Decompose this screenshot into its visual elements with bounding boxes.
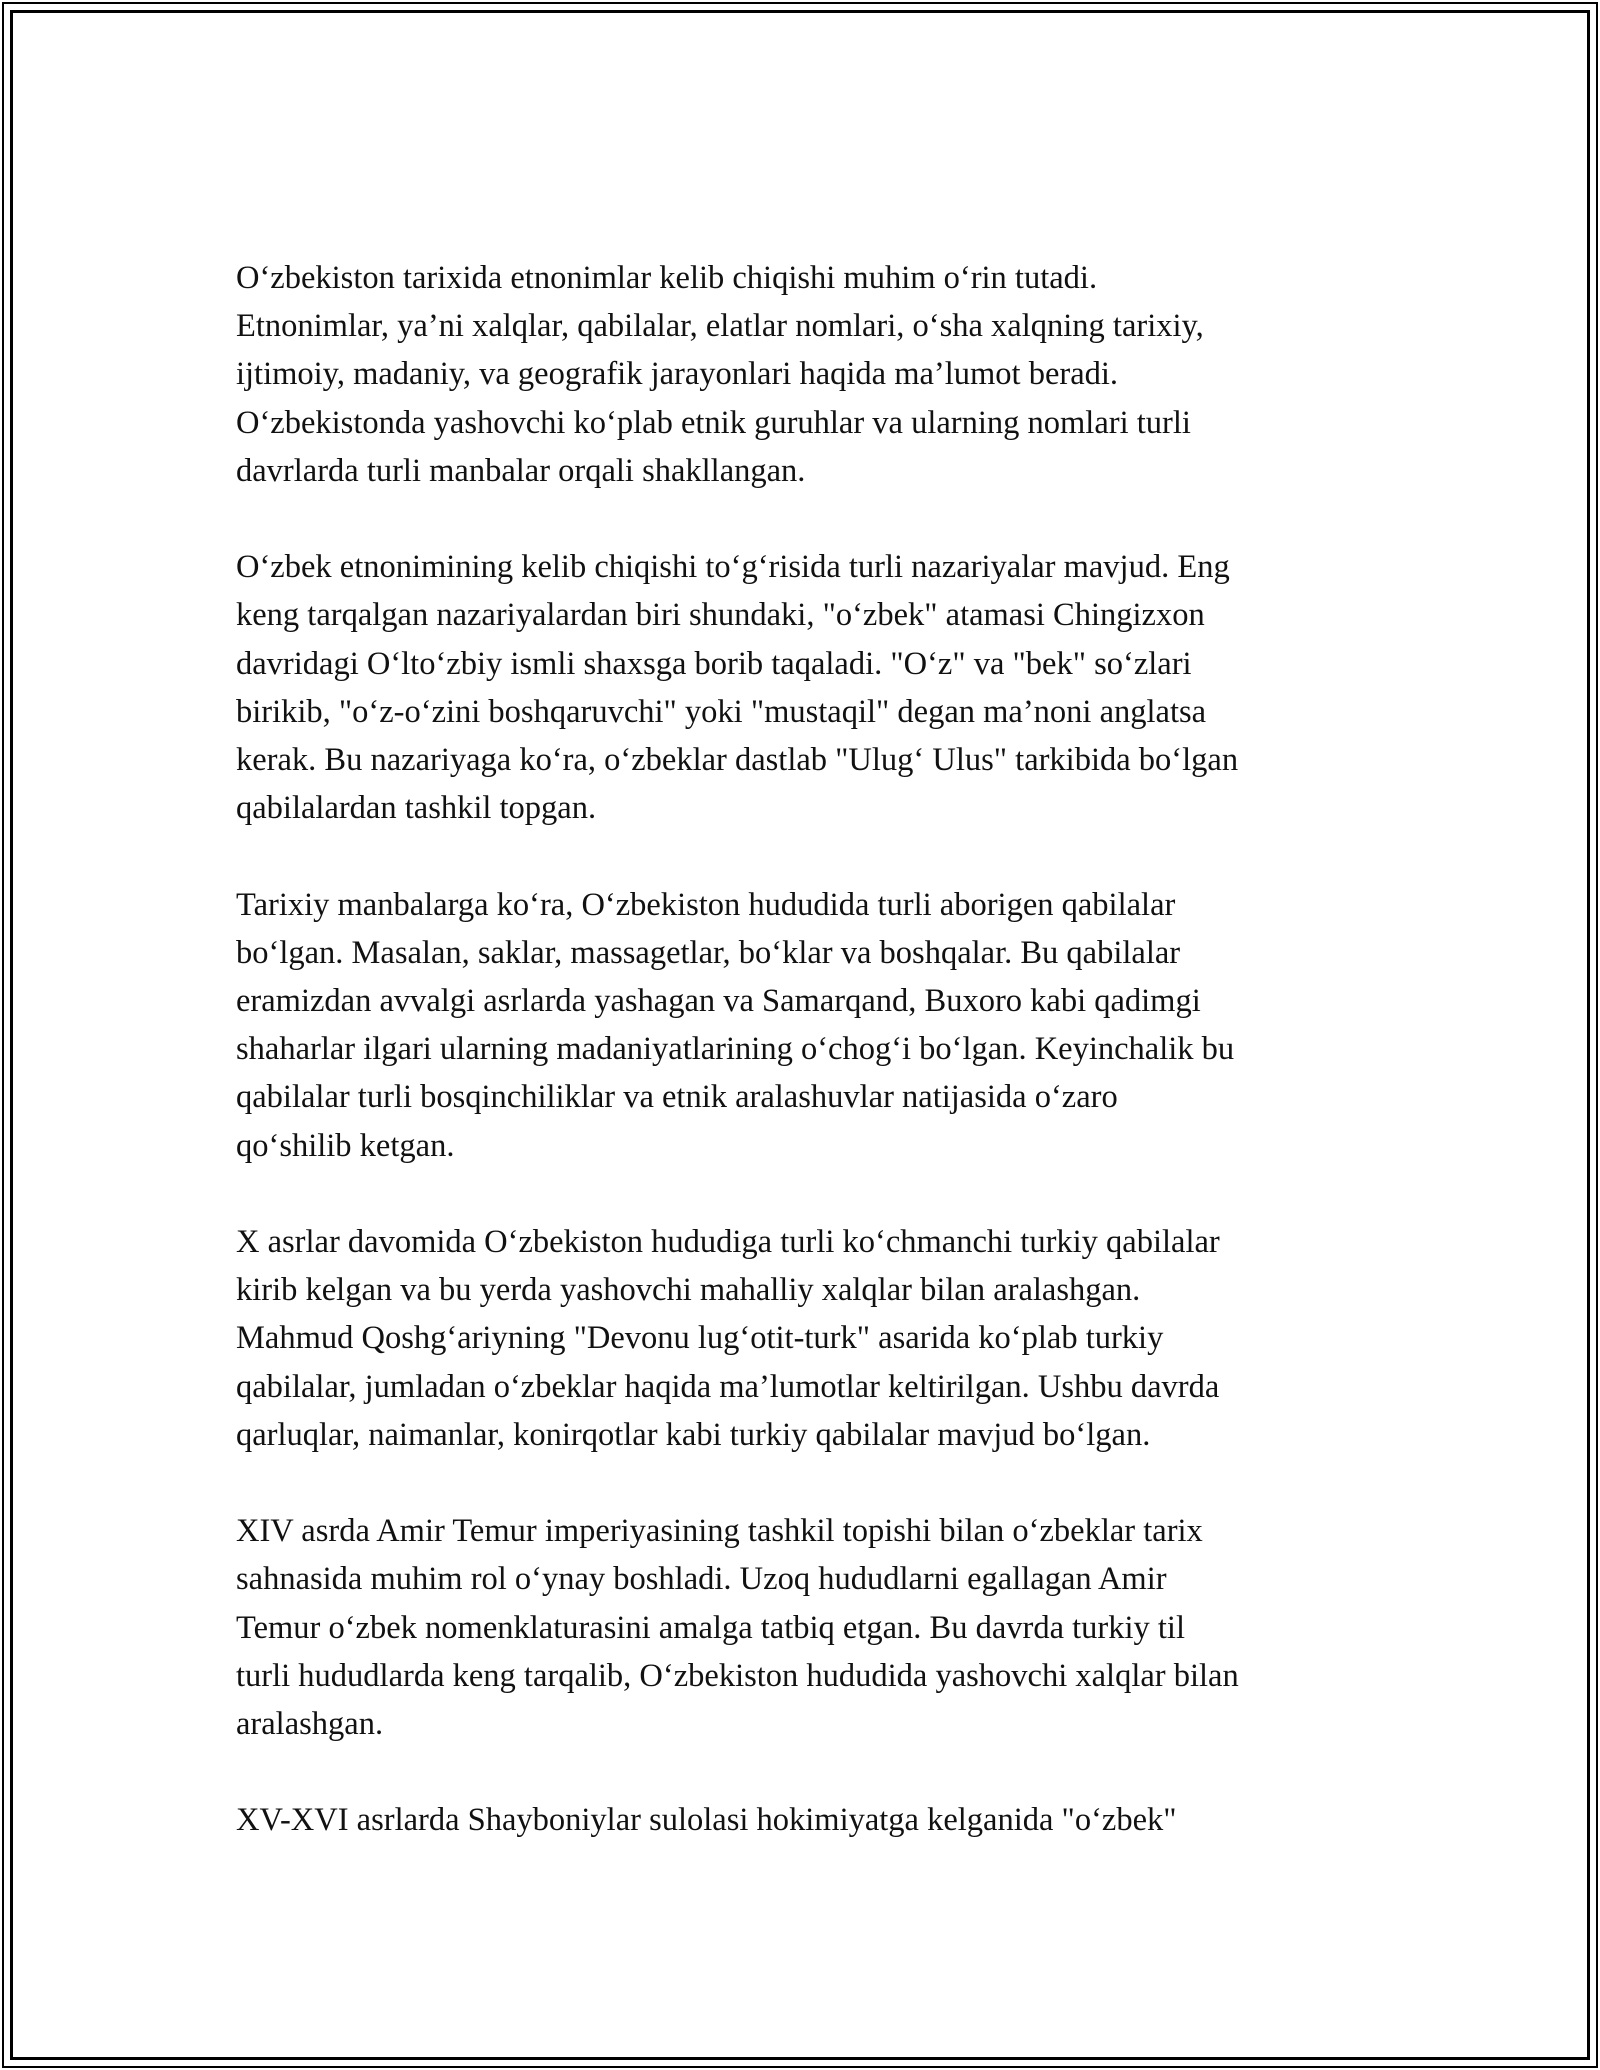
text-line: birikib, "o‘z-o‘zini boshqaruvchi" yoki "mustaqil" degan ma’noni anglatsa xyxy=(236,693,1207,730)
text-line: O‘zbekistonda yashovchi ko‘plab etnik guruhlar va ularning nomlari turli xyxy=(236,404,1191,441)
text-line: XV-XVI asrlarda Shayboniylar sulolasi hokimiyatga kelganida "o‘zbek" xyxy=(236,1802,1177,1839)
text-line: O‘zbek etnonimining kelib chiqishi to‘g‘risida turli nazariyalar mavjud. Eng xyxy=(236,549,1230,586)
text-line: Mahmud Qoshg‘ariyning "Devonu lug‘otit-turk" asarida ko‘plab turkiy xyxy=(236,1320,1164,1357)
text-line: XIV asrda Amir Temur imperiyasining tashkil topishi bilan o‘zbeklar tarix xyxy=(236,1513,1203,1550)
text-line: X asrlar davomida O‘zbekiston hududiga turli ko‘chmanchi turkiy qabilalar xyxy=(236,1224,1220,1261)
text-line: aralashgan. xyxy=(236,1706,384,1743)
text-line: qabilalar, jumladan o‘zbeklar haqida ma’lumotlar keltirilgan. Ushbu davrda xyxy=(236,1368,1220,1405)
text-line: davridagi O‘lto‘zbiy ismli shaxsga borib taqaladi. "O‘z" va "bek" so‘zlari xyxy=(236,645,1192,682)
paragraph-4 xyxy=(236,1218,1376,1459)
text-line: bo‘lgan. Masalan, saklar, massagetlar, bo‘klar va boshqalar. Bu qabilalar xyxy=(236,934,1181,971)
text-line: davrlarda turli manbalar orqali shakllangan. xyxy=(236,452,806,489)
text-line: shaharlar ilgari ularning madaniyatlarining o‘chog‘i bo‘lgan. Keyinchalik bu xyxy=(236,1031,1235,1068)
text-line: kirib kelgan va bu yerda yashovchi mahalliy xalqlar bilan aralashgan. xyxy=(236,1272,1141,1309)
paragraph-1 xyxy=(236,254,1376,495)
text-line: ijtimoiy, madaniy, va geografik jarayonlari haqida ma’lumot beradi. xyxy=(236,356,1119,393)
text-line: qo‘shilib ketgan. xyxy=(236,1127,455,1164)
text-line: Tarixiy manbalarga ko‘ra, O‘zbekiston hududida turli aborigen qabilalar xyxy=(236,886,1176,923)
paragraph-3 xyxy=(236,881,1376,1170)
text-line: eramizdan avvalgi asrlarda yashagan va Samarqand, Buxoro kabi qadimgi xyxy=(236,983,1201,1020)
text-line: qabilalar turli bosqinchiliklar va etnik aralashuvlar natijasida o‘zaro xyxy=(236,1079,1118,1116)
text-line: turli hududlarda keng tarqalib, O‘zbekiston hududida yashovchi xalqlar bilan xyxy=(236,1657,1239,1694)
text-line: qabilalardan tashkil topgan. xyxy=(236,790,597,827)
text-line: Temur o‘zbek nomenklaturasini amalga tatbiq etgan. Bu davrda turkiy til xyxy=(236,1609,1185,1646)
paragraph-2 xyxy=(236,543,1376,832)
text-line: kerak. Bu nazariyaga ko‘ra, o‘zbeklar dastlab "Ulug‘ Ulus" tarkibida bo‘lgan xyxy=(236,742,1239,779)
text-line: sahnasida muhim rol o‘ynay boshladi. Uzoq hududlarni egallagan Amir xyxy=(236,1561,1167,1598)
text-line: Etnonimlar, ya’ni xalqlar, qabilalar, elatlar nomlari, o‘sha xalqning tarixiy, xyxy=(236,308,1204,345)
text-line: qarluqlar, naimanlar, konirqotlar kabi turkiy qabilalar mavjud bo‘lgan. xyxy=(236,1416,1151,1453)
text-line: keng tarqalgan nazariyalardan biri shundaki, "o‘zbek" atamasi Chingizxon xyxy=(236,597,1205,634)
document-body xyxy=(236,254,1376,1893)
paragraph-6 xyxy=(236,1796,1376,1844)
paragraph-5 xyxy=(236,1507,1376,1748)
text-line: O‘zbekiston tarixida etnonimlar kelib chiqishi muhim o‘rin tutadi. xyxy=(236,260,1098,296)
